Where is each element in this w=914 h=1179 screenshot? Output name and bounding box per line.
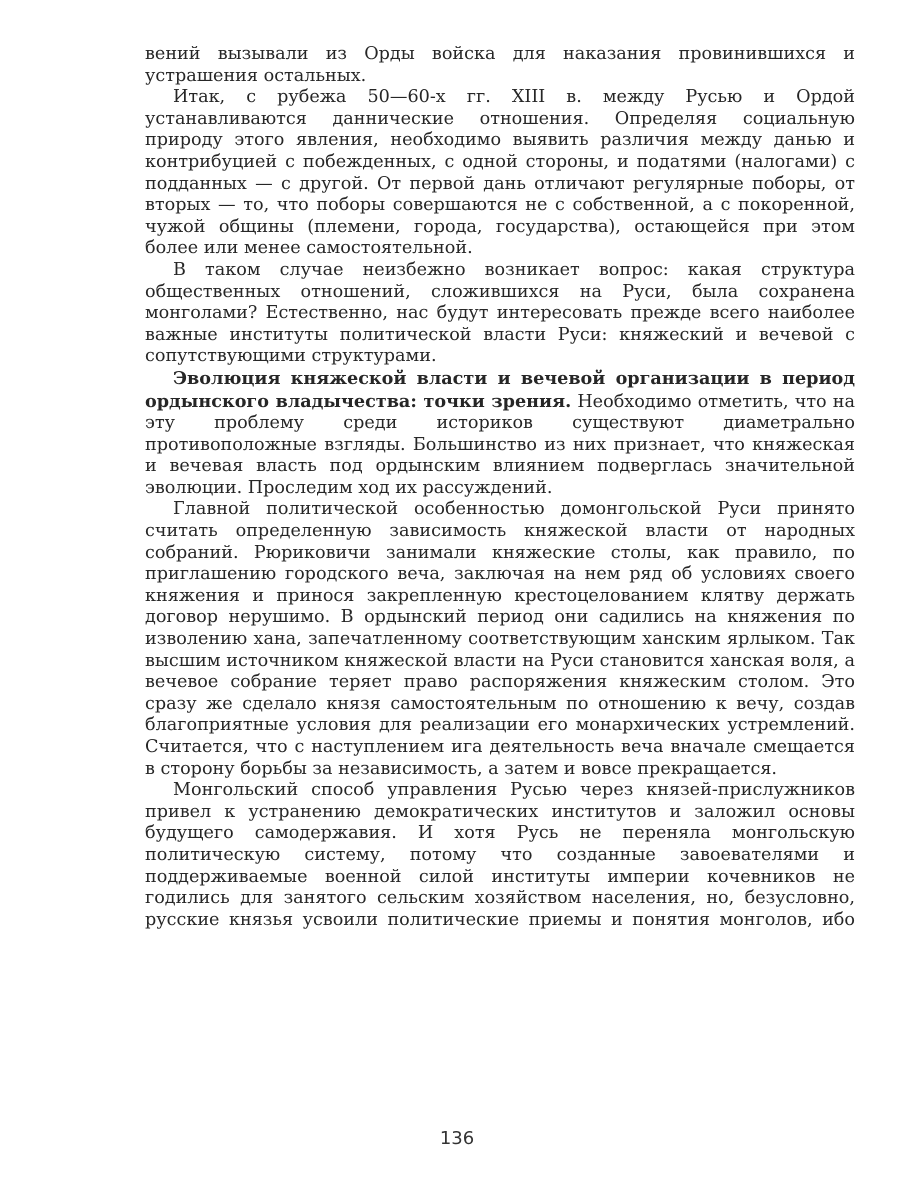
paragraph-4 <box>145 368 855 500</box>
paragraph-3: В таком случае неизбежно возникает вопрос: какая структура общественных отношений, сложившихся на Руси, была сохранена монголами? Естественно, нас будут интересовать прежде всего наиболее важные институты политической власти Руси: княжеский и вечевой с сопутствующими структурами. <box>145 259 855 367</box>
paragraph-6: Монгольский способ управления Русью через князей-прислужников привел к устранению демократических институтов и заложил основы будущего самодержавия. И хотя Русь не переняла монгольскую политическую систему, потому что созданные завоевателями и поддерживаемые военной силой институты империи кочевников не годились для занятого сельским хозяйством населения, но, безусловно, русские князья усвоили политические приемы и понятия монголов, ибо <box>145 780 855 930</box>
page-number: 136 <box>439 1128 475 1149</box>
paragraph-1: вений вызывали из Орды войска для наказания провинившихся и устрашения остальных. <box>145 44 855 86</box>
section-heading: Эволюция княжеской власти и вечевой организации в период ордынского владычества: точки зрения. <box>145 367 855 412</box>
paragraph-5: Главной политической особенностью домонгольской Руси принято считать определенную зависимость княжеской власти от народных собраний. Рюриковичи занимали княжеские столы, как правило, по приглашению городского веча, заключая на нем ряд об условиях своего княжения и принося закрепленную крестоцелованием клятву держать договор нерушимо. В ордынский период они садились на княжения по изволению хана, запечатленному соответствующим ханским ярлыком. Так высшим источником княжеской власти на Руси становится ханская воля, а вечевое собрание теряет право распоряжения княжеским столом. Это сразу же сделало князя самостоятельным по отношению к вечу, создав благоприятные условия для реализации его монархических устремлений. Считается, что с наступлением ига деятельность веча вначале смещается в сторону борьбы за независимость, а затем и вовсе прекращается. <box>145 499 855 779</box>
body-text <box>145 44 855 931</box>
paragraph-4-text: Необходимо отметить, что на эту проблему среди историков существуют диаметрально противоположные взгляды. Большинство из них признает, что княжеская и вечевая власть под ордынским влиянием подверглась значительной эволюции. Проследим ход их рассуждений. <box>145 391 856 498</box>
paragraph-2: Итак, с рубежа 50—60-х гг. XIII в. между Русью и Ордой устанавливаются даннические отношения. Определяя социальную природу этого явления, необходимо выявить различия между данью и контрибуцией с побежденных, с одной стороны, и податями (налогами) с подданных — с другой. От первой дань отличают регулярные поборы, от вторых — то, что поборы совершаются не с собственной, а с покоренной, чужой общины (племени, города, государства), остающейся при этом более или менее самостоятельной. <box>145 87 855 259</box>
